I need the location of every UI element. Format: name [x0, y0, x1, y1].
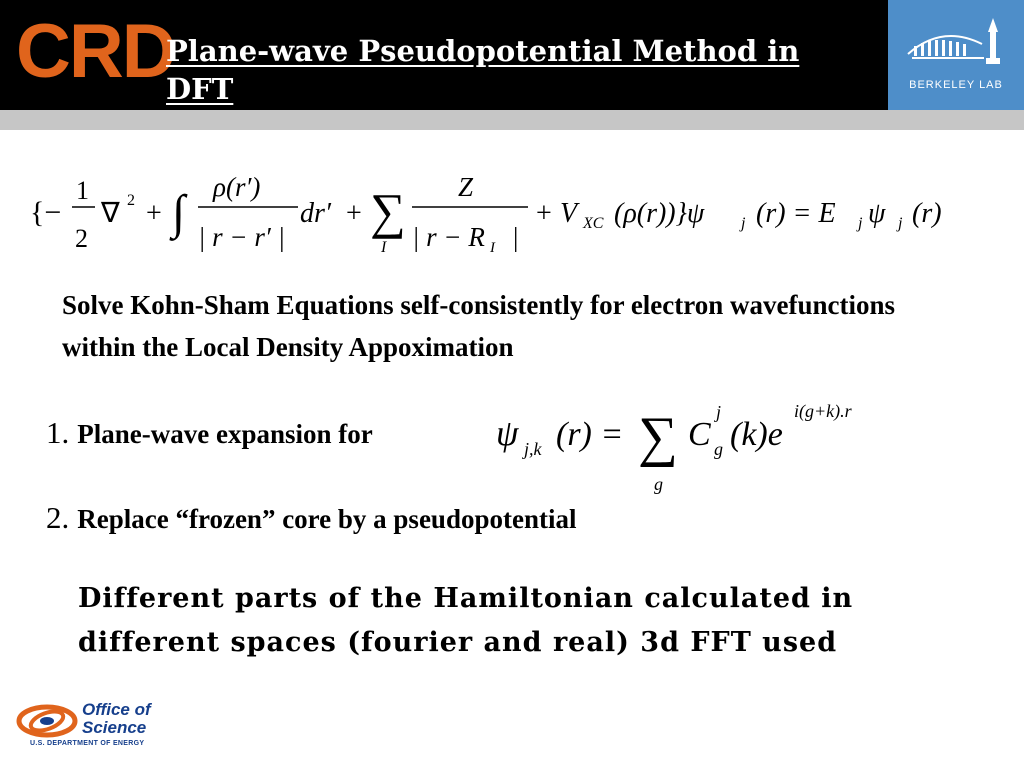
svg-text:| r − r′ |: | r − r′ | — [198, 222, 285, 252]
svg-text:C: C — [688, 416, 711, 453]
svg-text:V: V — [560, 198, 578, 229]
step-text: Replace “frozen” core by a pseudopotential — [77, 504, 577, 534]
svg-text:+: + — [346, 198, 362, 229]
svg-text:j: j — [858, 215, 863, 232]
doe-subtitle: U.S. DEPARTMENT OF ENERGY — [30, 740, 145, 747]
kohn-sham-equation — [30, 172, 942, 256]
svg-text:g: g — [654, 474, 663, 494]
svg-text:(ρ(r))}ψ: (ρ(r))}ψ — [614, 198, 705, 229]
svg-text:j: j — [898, 215, 903, 232]
slide-title: Plane-wave Pseudopotential Method in DFT — [166, 34, 800, 106]
svg-text:1: 1 — [76, 176, 89, 205]
svg-text:(r) =: (r) = — [556, 416, 624, 453]
svg-text:j: j — [741, 215, 746, 232]
svg-text:(r) = E: (r) = E — [756, 198, 836, 229]
svg-text:I: I — [490, 240, 495, 256]
svg-text:(r): (r) — [912, 198, 942, 229]
kohn-sham-description: Solve Kohn-Sham Equations self-consistently for electron wavefunctions within the Local Density Appoximation — [62, 290, 896, 362]
svg-text:g: g — [714, 439, 723, 459]
crd-logo: CRD — [16, 9, 175, 94]
svg-text:{−: {− — [30, 196, 62, 229]
step-plane-wave-expansion — [46, 415, 373, 451]
berkeley-lab-label: BERKELEY LAB — [909, 79, 1003, 91]
plane-wave-expansion-formula — [496, 401, 853, 494]
step-number: 1. — [46, 415, 70, 450]
svg-text:|: | — [513, 222, 519, 252]
office-of-science-title: Office of Science — [82, 700, 151, 737]
svg-text:+: + — [536, 198, 552, 229]
svg-text:ψ: ψ — [868, 198, 886, 229]
hamiltonian-note: Different parts of the Hamiltonian calculated in different spaces (fourier and real) 3d FFT used — [78, 583, 854, 658]
svg-text:2: 2 — [75, 224, 88, 253]
svg-text:∫: ∫ — [172, 186, 186, 239]
step-text: Plane-wave expansion for — [77, 419, 373, 449]
svg-text:(k)e: (k)e — [730, 416, 783, 453]
svg-text:ψ: ψ — [496, 413, 519, 453]
svg-text:XC: XC — [583, 215, 604, 232]
office-of-science-logo — [16, 700, 176, 752]
svg-text:I: I — [381, 239, 387, 256]
svg-text:j,k: j,k — [524, 439, 542, 459]
step-replace-core — [46, 500, 576, 536]
doe-swirl-icon — [16, 702, 78, 740]
svg-text:| r − R: | r − R — [412, 222, 485, 252]
step-number: 2. — [46, 500, 70, 535]
svg-text:ρ(r′): ρ(r′) — [213, 172, 261, 202]
svg-text:j: j — [716, 402, 722, 422]
svg-text:dr′: dr′ — [300, 198, 332, 229]
svg-text:+: + — [146, 198, 162, 229]
svg-text:∑: ∑ — [370, 183, 406, 239]
svg-text:i(g+k).r: i(g+k).r — [794, 401, 852, 421]
svg-text:∑: ∑ — [638, 406, 678, 468]
svg-text:2: 2 — [127, 192, 135, 209]
svg-text:Z: Z — [458, 172, 474, 202]
svg-text:∇: ∇ — [101, 198, 120, 229]
